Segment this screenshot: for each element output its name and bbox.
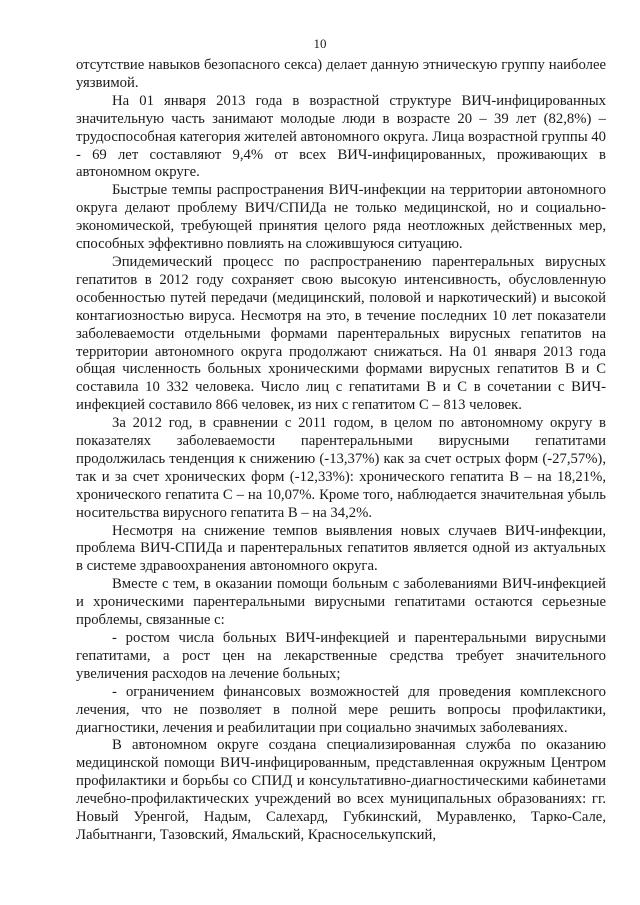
paragraph-service: В автономном округе создана специализированная служба по оказанию медицинской помощи ВИЧ-инфицированным, представленная окружным Центром профилактики и борьбы со СПИД и консультативно-диагностическими кабинетами лечебно-профилактических учреждений во всех муниципальных образованиях: гг. Новый Уренгой, Надым, Салехард, Губкинский, Муравленко, Тарко-Сале, Лабытнанги, Тазовский, Ямальский, Красноселькупский, xyxy=(76,737,606,843)
paragraph-hiv-spread: Быстрые темпы распространения ВИЧ-инфекции на территории автономного округа делают проблему ВИЧ/СПИДа не только медицинской, но и социально-экономической, требующей принятия целого ряда неотложных действенных мер, способных эффективно повлиять на сложившуюся ситуацию. xyxy=(76,182,606,253)
paragraph-continuation: отсутствие навыков безопасного секса) делает данную этническую группу наиболее уязвимой. xyxy=(76,57,606,91)
paragraph-hepatitis-epidemic: Эпидемический процесс по распространению парентеральных вирусных гепатитов в 2012 году сохраняет свою высокую интенсивность, обусловленную особенностью путей передачи (медицинский, половой и наркотический) и высокой контагиозностью вируса. Несмотря на это, в течение последних 10 лет показатели заболеваемости отдельными формами парентеральных вирусных гепатитов на территории автономного округа продолжают снижаться. На 01 января 2013 года общая численность больных хроническими формами вирусных гепатитов В и С составила 10 332 человека. Число лиц с гепатитами В и С в сочетании с ВИЧ-инфекцией составило 866 человек, из них с гепатитом С – 813 человек. xyxy=(76,253,606,414)
paragraph-problem-relevance: Несмотря на снижение темпов выявления новых случаев ВИЧ-инфекции, проблема ВИЧ-СПИДа и парентеральных гепатитов является одной из актуальных в системе здравоохранения автономного округа. xyxy=(76,522,606,575)
page-number: 10 xyxy=(313,36,327,51)
paragraph-age-structure: На 01 января 2013 года в возрастной структуре ВИЧ-инфицированных значительную часть занимают молодые люди в возрасте 20 – 39 лет (82,8%) – трудоспособная категория жителей автономного округа. Лица возрастной группы 40 - 69 лет составляют 9,4% от всех ВИЧ-инфицированных, проживающих в автономном округе. xyxy=(76,92,606,181)
list-item-growth: - ростом числа больных ВИЧ-инфекцией и парентеральными вирусными гепатитами, а рост цен на лекарственные средства требует значительного увеличения расходов на лечение больных; xyxy=(76,630,606,682)
paragraph-problems-intro: Вместе с тем, в оказании помощи больным с заболеваниями ВИЧ-инфекцией и хроническими парентеральными вирусными гепатитами остаются серьезные проблемы, связанные с: xyxy=(76,576,606,629)
body-text xyxy=(76,57,606,845)
list-item-financial: - ограничением финансовых возможностей для проведения комплексного лечения, что не позволяет в полной мере решить вопросы профилактики, диагностики, лечения и реабилитации при социально значимых заболеваниях. xyxy=(76,683,606,736)
paragraph-hepatitis-trend: За 2012 год, в сравнении с 2011 годом, в целом по автономному округу в показателях заболеваемости парентеральными вирусными гепатитами продолжилась тенденция к снижению (-13,37%) как за счет острых форм (-27,57%), так и за счет хронических форм (-12,33%): хронического гепатита В – на 18,21%, хронического гепатита С – на 10,07%. Кроме того, наблюдается значительная убыль носительства вирусного гепатита В – на 34,2%. xyxy=(76,415,606,521)
